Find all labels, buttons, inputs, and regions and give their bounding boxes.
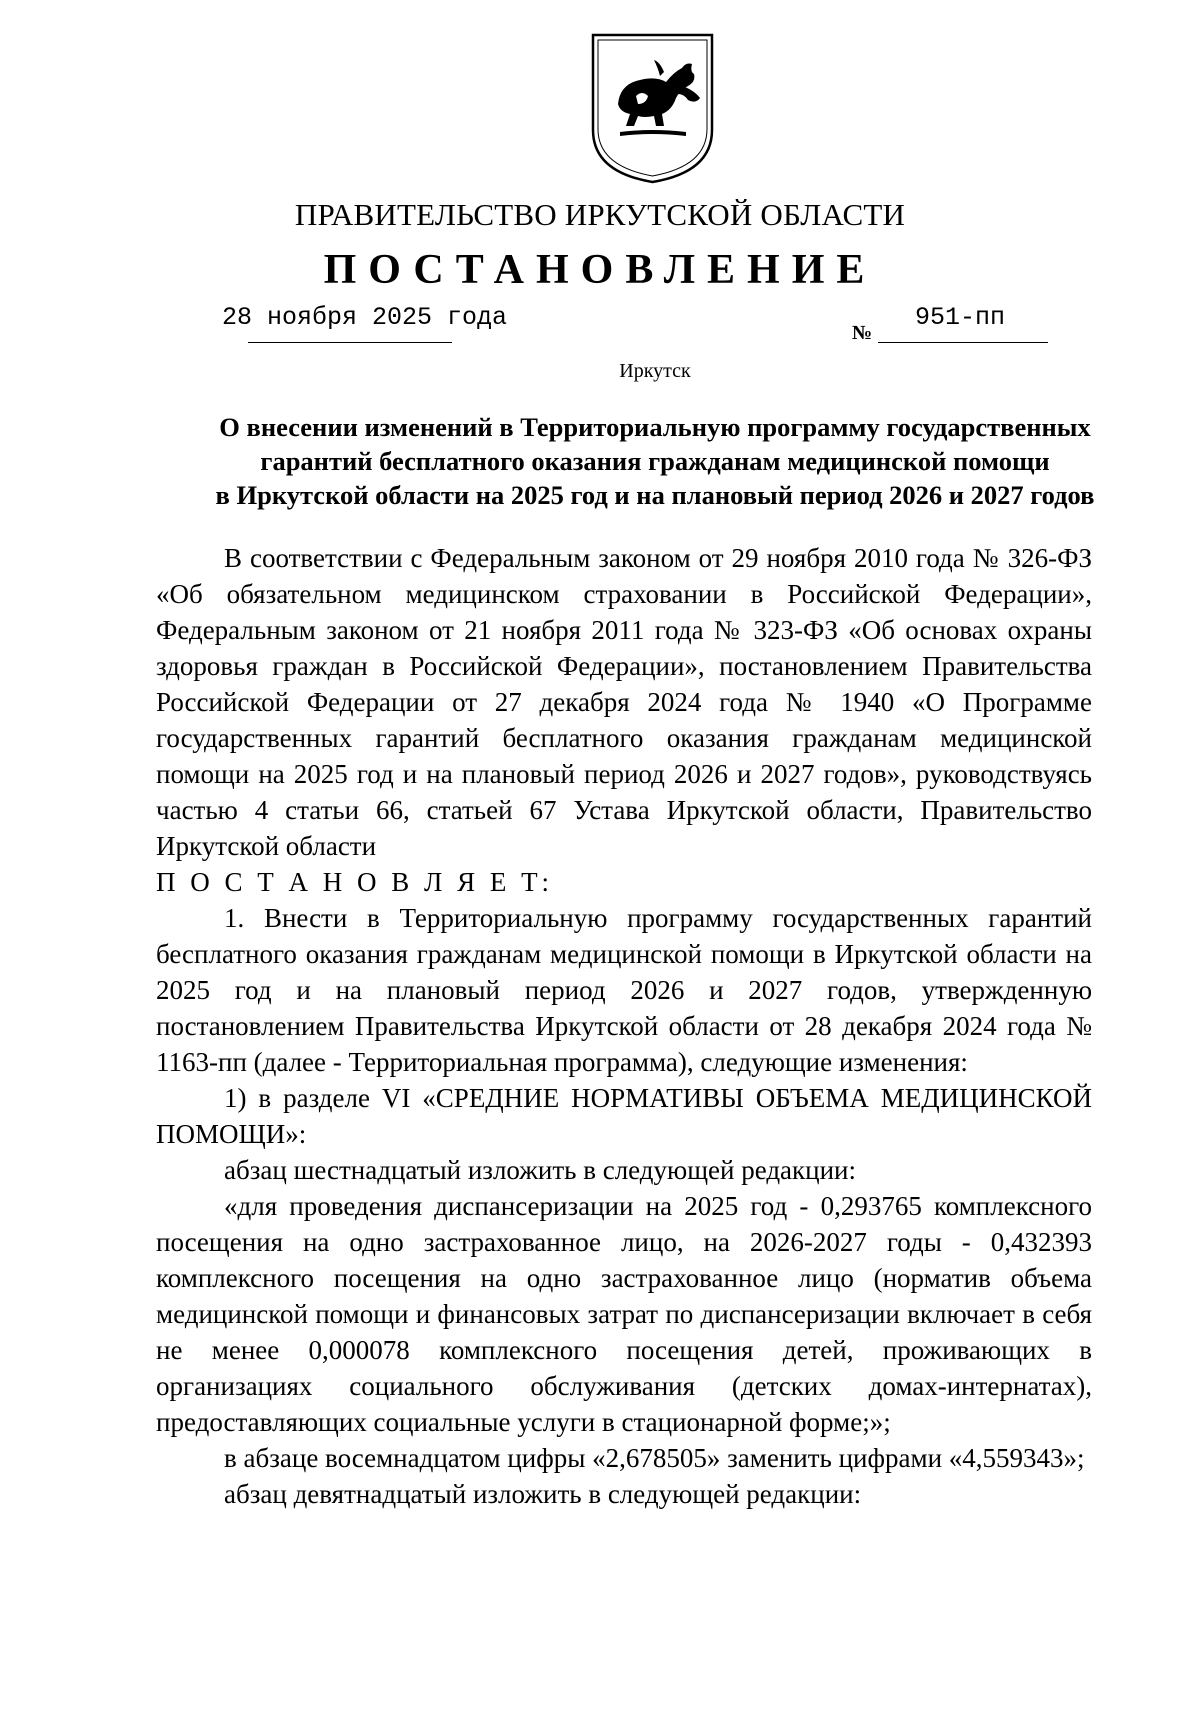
paragraph-16-text: «для проведения диспансеризации на 2025 год - 0,293765 комплексного посещения на одно застрахованное лицо, на 2026-2027 годы - 0,432393 комплексного посещения на одно застрахованное лицо (норматив объема медицинской помощи и финансовых затрат по диспансеризации включает в себя не менее 0,000078 комплексного посещения детей, проживающих в организациях социального обслуживания (детских домах-интернатах), предоставляющих социальные услуги в стационарной форме;»; (156, 1191, 1092, 1437)
preamble-paragraph: В соответствии с Федеральным законом от 29 ноября 2010 года № 326-ФЗ «Об обязательном медицинском страховании в Российской Федерации», Федеральным законом от 21 ноября 2011 года № 323-ФЗ «Об основах охраны здоровья граждан в Российской Федерации», постановлением Правительства Российской Федерации от 27 декабря 2024 года № 1940 «О Программе государственных гарантий бесплатного оказания гражданам медицинской помощи на 2025 год и на плановый период 2026 и 2027 годов», руководствуясь частью 4 статьи 66, статьей 67 Устава Иркутской области, Правительство Иркутской области (156, 543, 1092, 861)
organization-name: ПРАВИТЕЛЬСТВО ИРКУТСКОЙ ОБЛАСТИ (294, 197, 906, 232)
item-1-paragraph: 1. Внести в Территориальную программу государственных гарантий бесплатного оказания гражданам медицинской помощи в Иркутской области на 2025 год и на плановый период 2026 и 2027 годов, утвержденную постановлением Правительства Иркутской области от 28 декабря 2024 года № 1163-пп (далее - Территориальная программа), следующие изменения: (156, 903, 1092, 1077)
title-line: О внесении изменений в Территориальную программу государственных (219, 412, 1091, 442)
document-date: 28 ноября 2025 года (222, 303, 508, 332)
paragraph-18-change: в абзаце восемнадцатом цифры «2,678505» заменить цифрами «4,559343»; (224, 1443, 1085, 1473)
decree-heading: П О С Т А Н О В Л Я Е Т: (156, 867, 554, 897)
document-title (120, 410, 1190, 512)
number-sign: № (852, 322, 873, 344)
coat-of-arms-icon (590, 32, 715, 184)
paragraph-19-intro: абзац девятнадцатый изложить в следующей редакции: (224, 1479, 862, 1509)
document-type: ПОСТАНОВЛЕНИЕ (323, 247, 877, 293)
document-number: 951-пп (915, 303, 1006, 332)
subitem-1-paragraph: 1) в разделе VI «СРЕДНИЕ НОРМАТИВЫ ОБЪЕМА МЕДИЦИНСКОЙ ПОМОЩИ»: (156, 1083, 1092, 1149)
title-line: гарантий бесплатного оказания гражданам медицинской помощи (260, 446, 1050, 476)
paragraph-16-intro: абзац шестнадцатый изложить в следующей редакции: (224, 1155, 857, 1185)
number-underline (878, 342, 1048, 343)
city: Иркутск (619, 360, 691, 382)
document-body (156, 540, 1092, 1512)
date-underline (248, 342, 452, 343)
title-line: в Иркутской области на 2025 год и на плановый период 2026 и 2027 годов (215, 480, 1095, 510)
